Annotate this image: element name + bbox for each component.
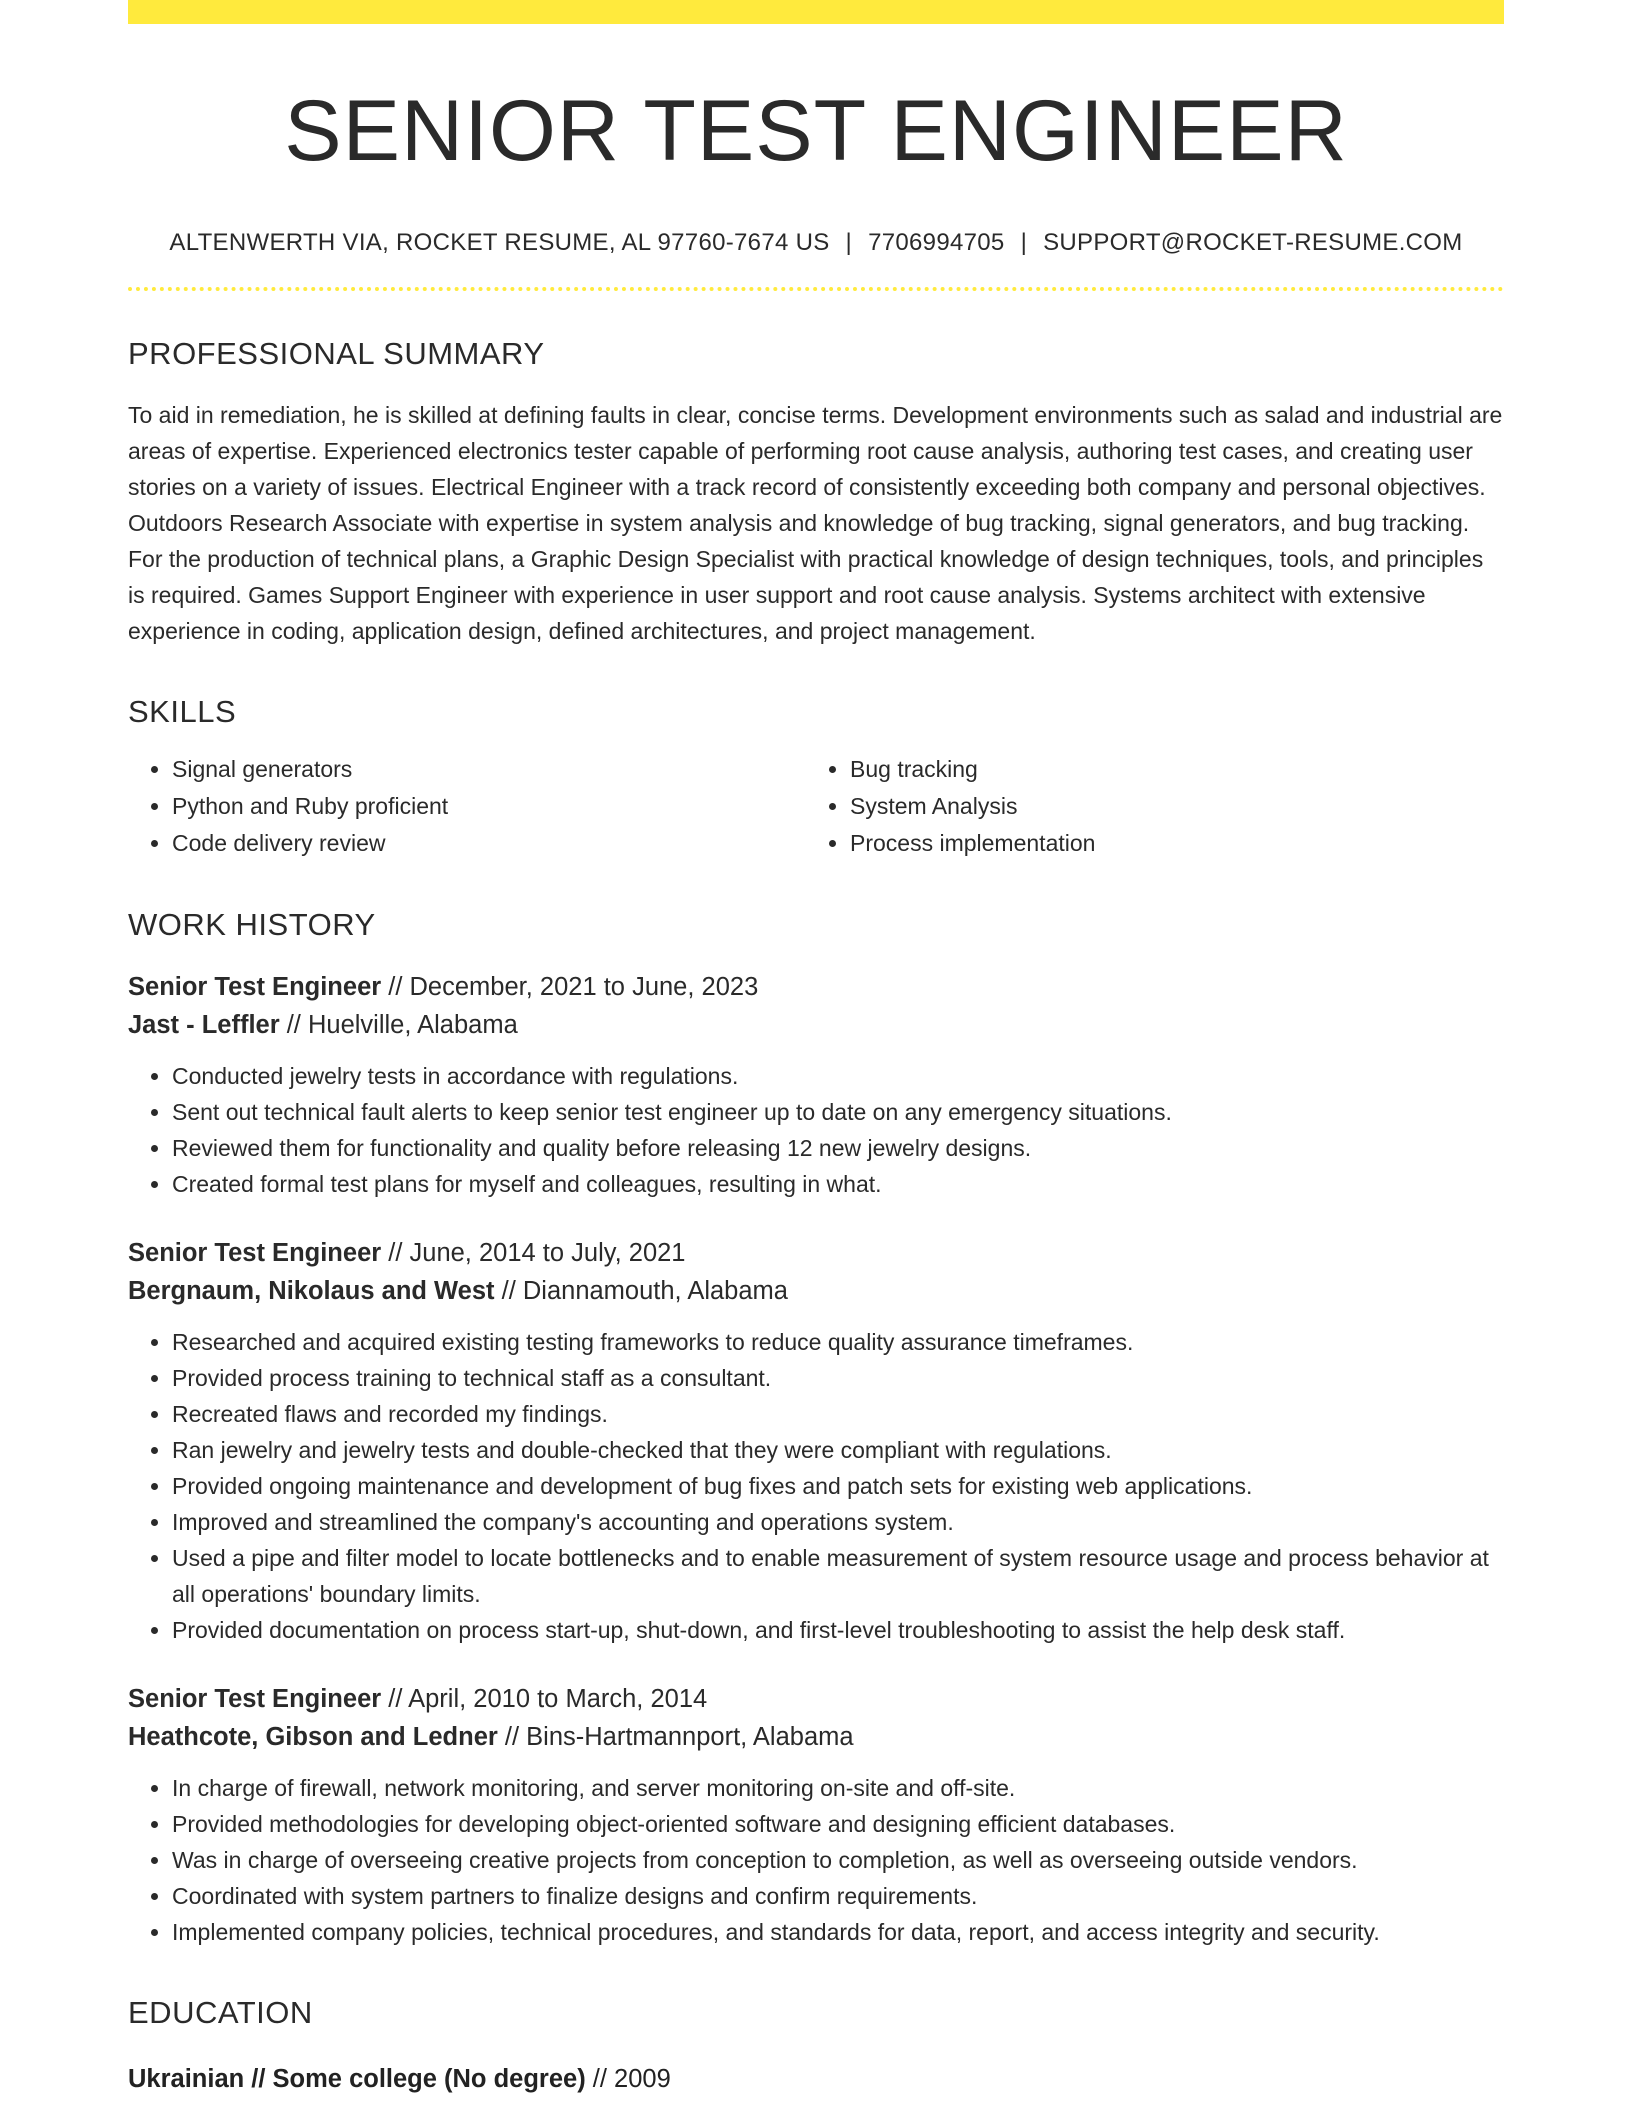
contact-separator: | (1020, 228, 1028, 256)
job-company-line (128, 1718, 1504, 1756)
job-bullet: • Used a pipe and filter model to locate bottlenecks and to enable measurement of system resource usage and process behavior at all operations' boundary limits. (172, 1540, 1504, 1612)
job-role-line (128, 1234, 1504, 1272)
contact-separator: | (845, 228, 853, 256)
job-location: // Bins-Hartmannport, Alabama (497, 1722, 854, 1751)
skill-item: • Python and Ruby proficient (172, 788, 806, 825)
job-company: Jast - Leffler (128, 1010, 280, 1039)
job-bullet: • Provided process training to technical staff as a consultant. (172, 1360, 1504, 1396)
job-bullets (128, 1770, 1504, 1950)
job-bullet: • Conducted jewelry tests in accordance with regulations. (172, 1058, 1504, 1094)
skills-heading: SKILLS (128, 693, 237, 729)
job-bullet: • Provided ongoing maintenance and development of bug fixes and patch sets for existing web applications. (172, 1468, 1504, 1504)
resume-name-title: SENIOR TEST ENGINEER (284, 83, 1348, 179)
job-entry (128, 1234, 1504, 1648)
skills-grid (128, 751, 1504, 862)
skill-item: • Process implementation (850, 825, 1504, 862)
job-bullet: • In charge of firewall, network monitoring, and server monitoring on-site and off-site. (172, 1770, 1504, 1806)
education-year: // 2009 (585, 2064, 671, 2093)
job-entry (128, 968, 1504, 1202)
job-role: Senior Test Engineer (128, 1684, 382, 1713)
skill-item: • Code delivery review (172, 825, 806, 862)
education-degree: Ukrainian // Some college (No degree) (128, 2064, 586, 2093)
job-company: Bergnaum, Nikolaus and West (128, 1276, 495, 1305)
dotted-divider (128, 287, 1504, 291)
skill-item: • System Analysis (850, 788, 1504, 825)
job-company-line (128, 1272, 1504, 1310)
job-dates: // April, 2010 to March, 2014 (381, 1684, 708, 1713)
skills-list-right (806, 751, 1504, 862)
job-role: Senior Test Engineer (128, 972, 382, 1001)
job-dates: // June, 2014 to July, 2021 (381, 1238, 686, 1267)
job-bullet: • Was in charge of overseeing creative projects from conception to completion, as well as overseeing outside vendors. (172, 1842, 1504, 1878)
job-role: Senior Test Engineer (128, 1238, 382, 1267)
skill-item: • Bug tracking (850, 751, 1504, 788)
education-heading: EDUCATION (128, 1994, 313, 2030)
contact-address: ALTENWERTH VIA, ROCKET RESUME, AL 97760-7674 US (169, 228, 830, 256)
accent-top-bar (128, 0, 1504, 24)
job-bullet: • Recreated flaws and recorded my findings. (172, 1396, 1504, 1432)
job-dates: // December, 2021 to June, 2023 (381, 972, 759, 1001)
summary-text: To aid in remediation, he is skilled at defining faults in clear, concise terms. Development environments such as salad and industrial are areas of expertise. Experienced electronics tester capable of performing root cause analysis, authoring test cases, and creating user stories on a variety of issues. Electrical Engineer with a track record of consistently exceeding both company and personal objectives. Outdoors Research Associate with expertise in system analysis and knowledge of bug tracking, signal generators, and bug tracking. For the production of technical plans, a Graphic Design Specialist with practical knowledge of design techniques, tools, and principles is required. Games Support Engineer with experience in user support and root cause analysis. Systems architect with extensive experience in coding, application design, defined architectures, and project management. (128, 401, 1503, 644)
skills-list-left (128, 751, 806, 862)
job-entry (128, 1680, 1504, 1950)
contact-email: SUPPORT@ROCKET-RESUME.COM (1043, 228, 1463, 256)
job-bullet: • Researched and acquired existing testing frameworks to reduce quality assurance timeframes. (172, 1324, 1504, 1360)
job-bullet: • Provided methodologies for developing object-oriented software and designing efficient databases. (172, 1806, 1504, 1842)
job-bullet: • Improved and streamlined the company's accounting and operations system. (172, 1504, 1504, 1540)
job-bullets (128, 1324, 1504, 1648)
job-location: // Huelville, Alabama (279, 1010, 518, 1039)
job-bullet: • Provided documentation on process start-up, shut-down, and first-level troubleshooting to assist the help desk staff. (172, 1612, 1504, 1648)
job-bullet: • Implemented company policies, technical procedures, and standards for data, report, and access integrity and security. (172, 1914, 1504, 1950)
work-history-heading: WORK HISTORY (128, 906, 376, 942)
contact-phone: 7706994705 (868, 228, 1005, 256)
education-entry (128, 2060, 1504, 2098)
job-bullet: • Sent out technical fault alerts to keep senior test engineer up to date on any emergency situations. (172, 1094, 1504, 1130)
job-bullet: • Coordinated with system partners to finalize designs and confirm requirements. (172, 1878, 1504, 1914)
job-role-line (128, 1680, 1504, 1718)
job-bullet: • Ran jewelry and jewelry tests and double-checked that they were compliant with regulations. (172, 1432, 1504, 1468)
job-bullets (128, 1058, 1504, 1202)
job-company-line (128, 1006, 1504, 1044)
job-bullet: • Created formal test plans for myself and colleagues, resulting in what. (172, 1166, 1504, 1202)
job-company: Heathcote, Gibson and Ledner (128, 1722, 498, 1751)
resume-page (128, 0, 1504, 2098)
summary-heading: PROFESSIONAL SUMMARY (128, 335, 545, 371)
contact-line (128, 229, 1504, 257)
job-role-line (128, 968, 1504, 1006)
job-location: // Diannamouth, Alabama (494, 1276, 788, 1305)
skill-item: • Signal generators (172, 751, 806, 788)
job-bullet: • Reviewed them for functionality and quality before releasing 12 new jewelry designs. (172, 1130, 1504, 1166)
